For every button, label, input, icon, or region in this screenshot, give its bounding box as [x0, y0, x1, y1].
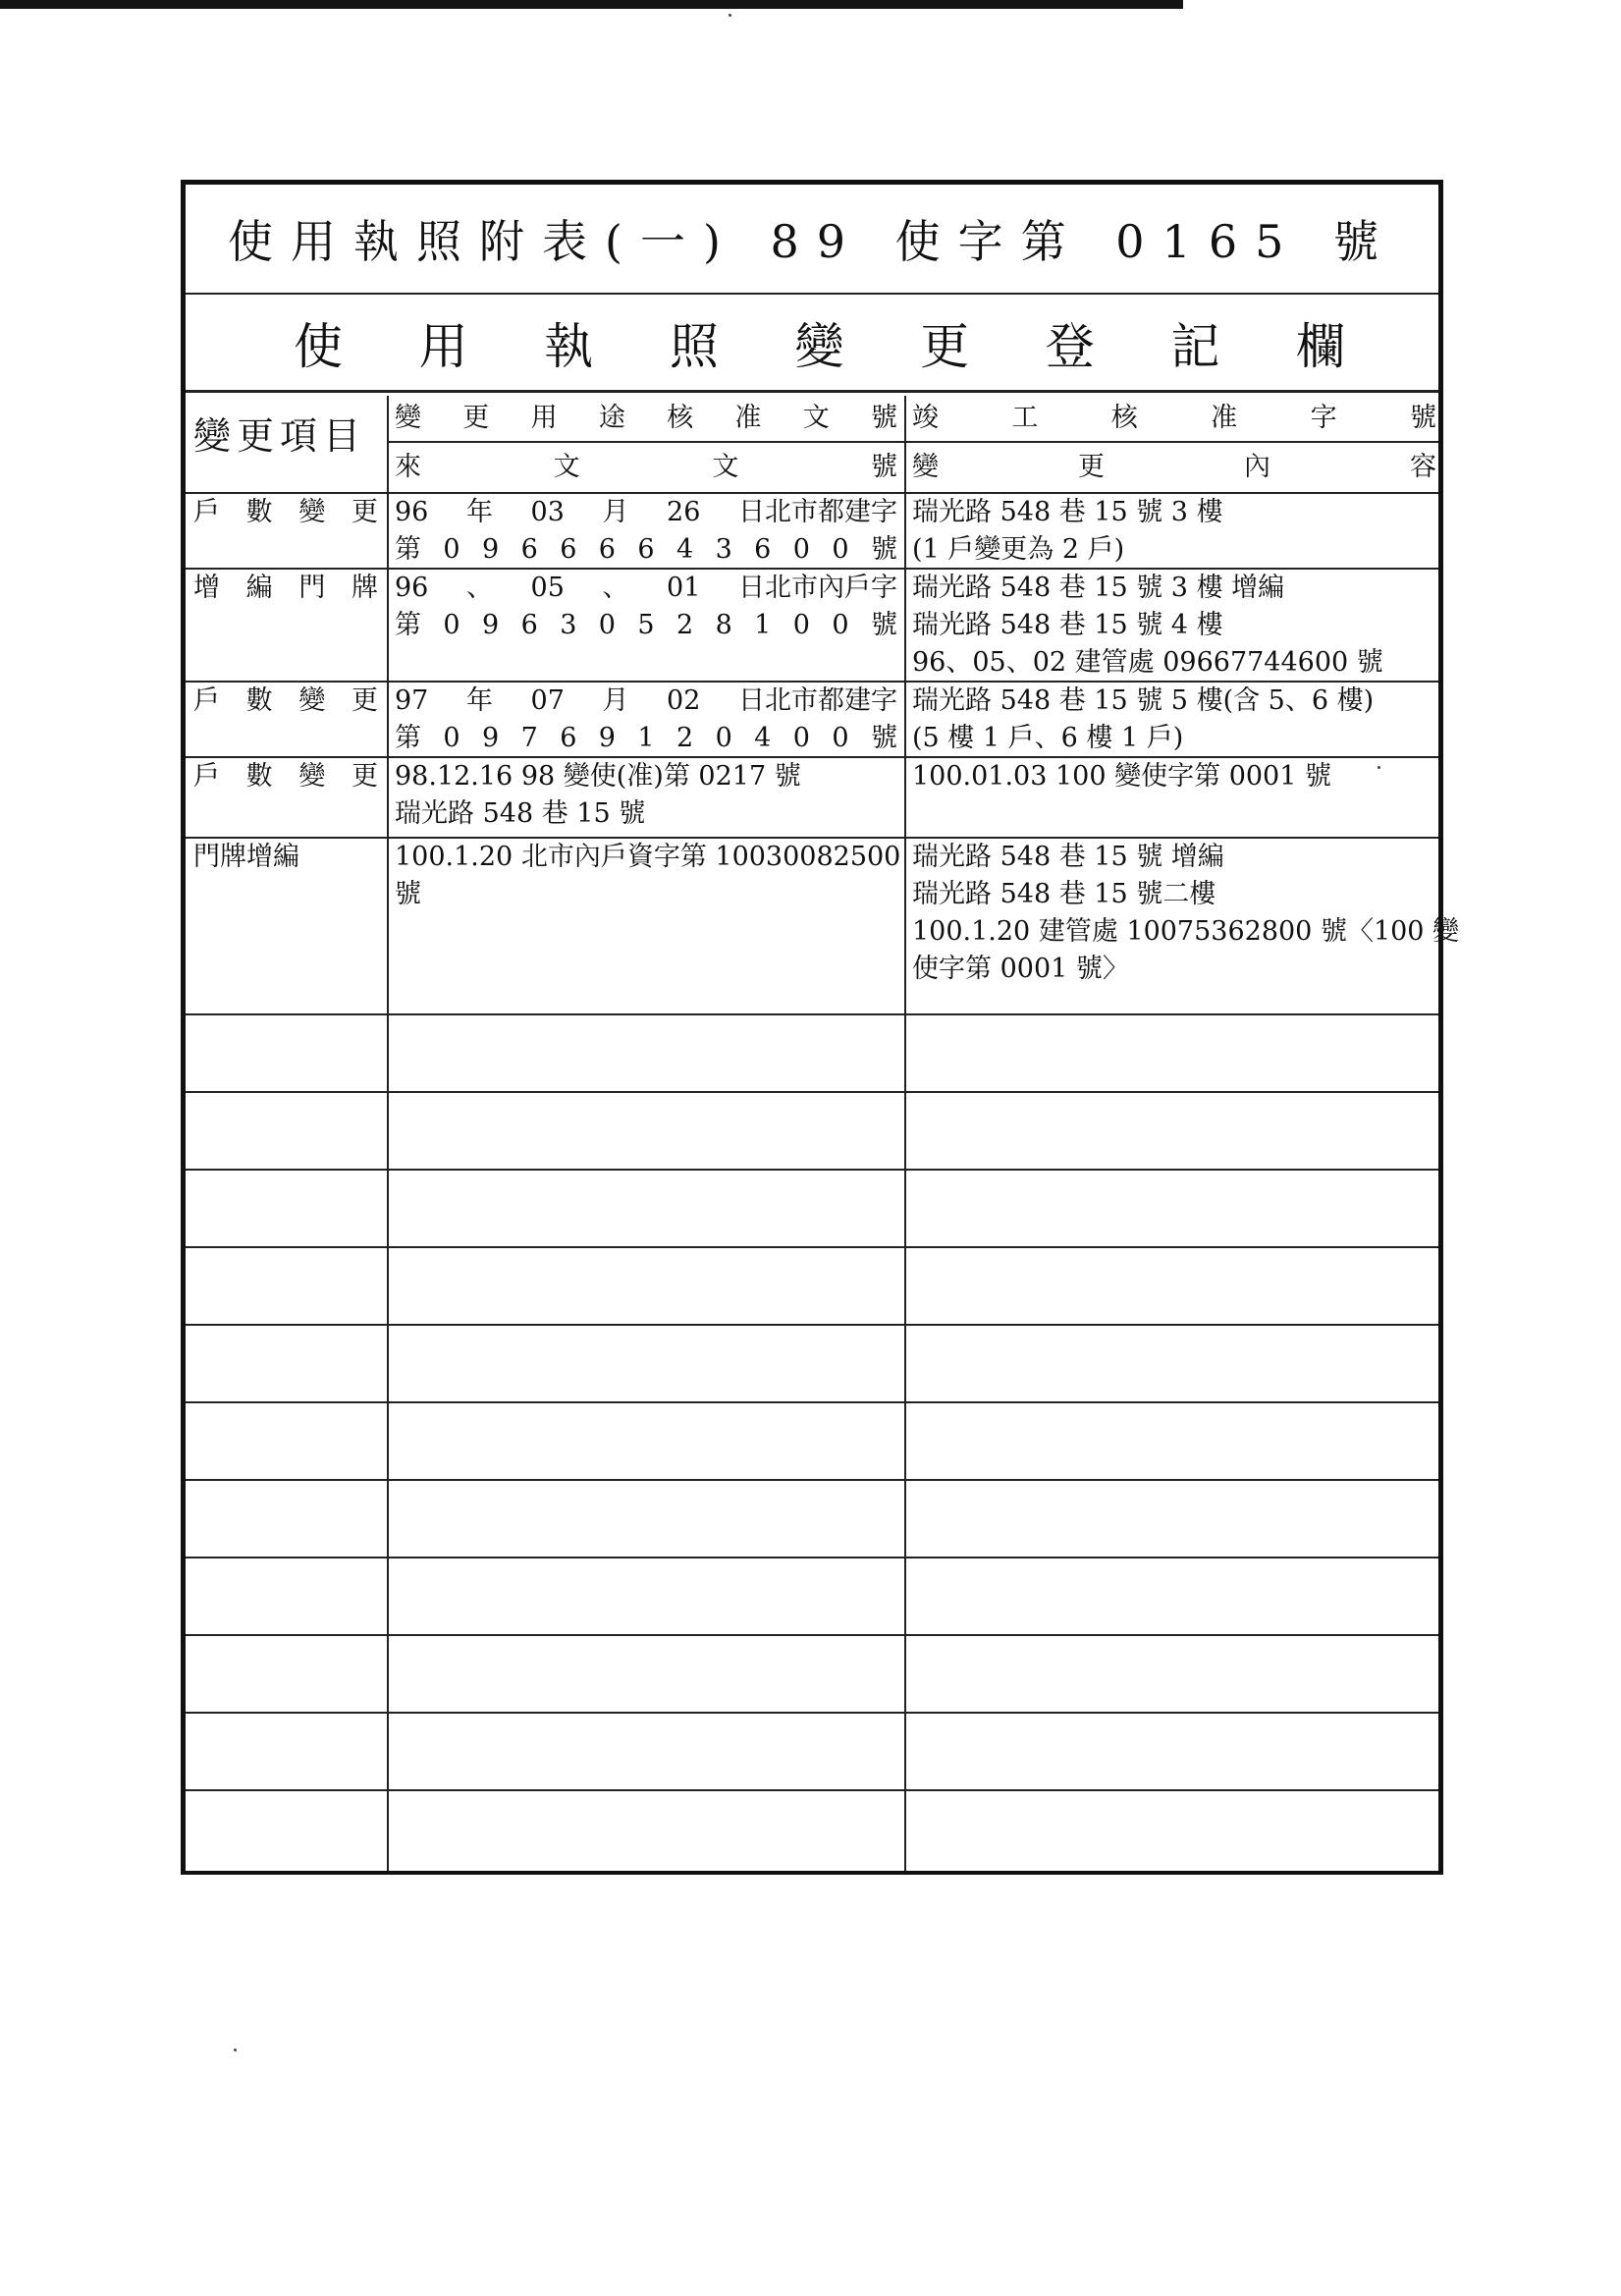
change-register-grid — [186, 396, 1460, 1871]
item-char: 數 — [245, 761, 273, 792]
content-line: 瑞光路 548 巷 15 號二樓 — [912, 879, 1216, 909]
header-divider — [389, 441, 1438, 443]
row-divider — [186, 1246, 1438, 1248]
doc-token: 9 — [598, 723, 616, 753]
row-divider — [186, 1091, 1438, 1093]
doc-token: 月 — [602, 497, 629, 527]
doc-token: 03 — [530, 497, 565, 527]
header-char: 變 — [395, 403, 421, 433]
header-char: 來 — [395, 452, 421, 482]
item-char: 牌 — [351, 573, 378, 603]
row-content — [912, 570, 1383, 682]
header-char: 核 — [1110, 403, 1138, 433]
header-char: 更 — [1078, 452, 1105, 482]
header-char: 核 — [667, 403, 694, 433]
doc-token: 6 — [598, 534, 616, 565]
content-line: (1 戶變更為 2 戶) — [912, 534, 1125, 565]
doc-token: 月 — [602, 685, 629, 716]
item-char: 變 — [298, 685, 326, 716]
doc-line: 100.1.20 北市內戶資字第 10030082500 — [395, 842, 901, 872]
row-doc-line — [395, 494, 897, 531]
row-item — [193, 683, 378, 720]
header-char: 內 — [1244, 452, 1270, 482]
doc-token: 日北市都建字 — [737, 497, 897, 527]
row-item — [193, 494, 378, 531]
section-title-char: 使 — [294, 317, 343, 375]
column-header-change-content — [912, 449, 1436, 486]
content-line: (5 樓 1 戶、6 樓 1 戶) — [912, 723, 1184, 753]
section-title-char: 照 — [669, 317, 719, 375]
doc-token: 號 — [870, 723, 897, 753]
header-char: 用 — [530, 403, 558, 433]
doc-token: 05 — [530, 573, 565, 603]
doc-token: 第 — [395, 610, 421, 640]
doc-token: 2 — [675, 723, 694, 753]
doc-token: 8 — [715, 610, 732, 640]
doc-token: 0 — [832, 534, 849, 565]
row-divider — [186, 1013, 1438, 1015]
doc-token: 9 — [482, 610, 500, 640]
header-char: 號 — [870, 403, 897, 433]
header-char: 准 — [1211, 403, 1238, 433]
row-divider — [186, 1712, 1438, 1714]
content-line: 瑞光路 548 巷 15 號 5 樓(含 5、6 樓) — [912, 685, 1375, 716]
doc-token: 0 — [792, 610, 810, 640]
content-line: 瑞光路 548 巷 15 號 3 樓 增編 — [912, 573, 1285, 603]
doc-token: 年 — [465, 685, 493, 716]
header-char: 工 — [1011, 403, 1039, 433]
section-title-char: 變 — [794, 317, 844, 375]
row-doc-line — [395, 607, 897, 644]
doc-token: 0 — [715, 723, 732, 753]
header-char: 字 — [1310, 403, 1337, 433]
scan-speck — [729, 14, 731, 17]
row-divider — [186, 1324, 1438, 1326]
item-char: 戶 — [193, 497, 220, 527]
header-char: 變 — [912, 452, 939, 482]
row-item: 門牌增編 — [193, 842, 299, 872]
content-line: 使字第 0001 號〉 — [912, 954, 1129, 984]
doc-token: 02 — [667, 685, 701, 716]
section-title-char: 登 — [1045, 317, 1095, 375]
doc-token: 、 — [465, 573, 493, 603]
item-char: 增 — [193, 573, 220, 603]
doc-token: 9 — [482, 723, 500, 753]
doc-token: 7 — [520, 723, 538, 753]
row-doc-line — [395, 720, 897, 757]
row-content — [912, 683, 1374, 757]
doc-token: 號 — [870, 610, 897, 640]
doc-line: 號 — [395, 879, 421, 909]
doc-token: 0 — [832, 610, 849, 640]
header-char: 更 — [462, 403, 490, 433]
doc-token: 0 — [443, 610, 460, 640]
doc-token: 0 — [598, 610, 616, 640]
row-item — [193, 570, 378, 607]
row-doc — [395, 839, 900, 913]
row-content — [912, 758, 1331, 795]
section-title-char: 用 — [418, 317, 468, 375]
header-char: 容 — [1410, 452, 1436, 482]
item-char: 門 — [298, 573, 326, 603]
header-char: 文 — [802, 403, 830, 433]
row-divider — [186, 1634, 1438, 1636]
column-header-incoming-doc — [395, 449, 897, 486]
column-header-item: 變更項目 — [193, 414, 367, 458]
doc-token: 6 — [520, 610, 538, 640]
row-divider — [186, 1557, 1438, 1558]
content-line: 瑞光路 548 巷 15 號 4 樓 — [912, 610, 1223, 640]
doc-token: 號 — [870, 534, 897, 565]
item-char: 戶 — [193, 685, 220, 716]
item-char: 更 — [351, 685, 378, 716]
header-char: 文 — [553, 452, 580, 482]
row-doc — [395, 758, 801, 833]
header-char: 號 — [870, 452, 897, 482]
item-char: 變 — [298, 497, 326, 527]
item-char: 編 — [245, 573, 273, 603]
column-header-approval-doc — [395, 400, 897, 437]
header-char: 准 — [734, 403, 762, 433]
header-char: 號 — [1409, 403, 1436, 433]
doc-token: 日北市都建字 — [737, 685, 897, 716]
section-title-char: 記 — [1170, 317, 1220, 375]
row-content — [912, 494, 1223, 569]
doc-token: 1 — [637, 723, 655, 753]
column-divider — [904, 396, 906, 1871]
item-char: 數 — [245, 497, 273, 527]
doc-token: 6 — [637, 534, 655, 565]
row-divider — [186, 1169, 1438, 1171]
row-divider — [186, 1401, 1438, 1403]
doc-token: 4 — [754, 723, 772, 753]
doc-line: 98.12.16 98 變使(准)第 0217 號 — [395, 761, 801, 792]
doc-token: 96 — [395, 497, 429, 527]
row-content — [912, 839, 1459, 988]
doc-line: 瑞光路 548 巷 15 號 — [395, 798, 646, 829]
doc-token: 年 — [465, 497, 493, 527]
doc-token: 0 — [443, 534, 460, 565]
doc-token: 9 — [482, 534, 500, 565]
item-char: 更 — [351, 497, 378, 527]
content-line: 100.1.20 建管處 10075362800 號〈100 變 — [912, 916, 1460, 947]
doc-token: 0 — [792, 723, 810, 753]
row-divider — [186, 1479, 1438, 1481]
scan-top-edge — [0, 0, 1183, 9]
content-line: 瑞光路 548 巷 15 號 增編 — [912, 842, 1224, 872]
row-doc-line — [395, 683, 897, 720]
license-table — [181, 180, 1460, 1875]
column-header-completion-no — [912, 400, 1436, 437]
doc-token: 97 — [395, 685, 429, 716]
page-title: 使用執照附表(一) 89 使字第 0165 號 — [186, 185, 1438, 295]
section-title-char: 更 — [920, 317, 970, 375]
doc-token: 日北市內戶字 — [737, 573, 897, 603]
doc-token: 3 — [560, 610, 577, 640]
doc-token: 第 — [395, 534, 421, 565]
doc-token: 6 — [560, 534, 577, 565]
row-doc-line — [395, 570, 897, 607]
doc-token: 第 — [395, 723, 421, 753]
item-char: 變 — [298, 761, 326, 792]
doc-token: 6 — [520, 534, 538, 565]
doc-token: 5 — [637, 610, 655, 640]
doc-token: 1 — [754, 610, 772, 640]
content-line: 100.01.03 100 變使字第 0001 號 — [912, 761, 1331, 792]
doc-token: 0 — [832, 723, 849, 753]
doc-token: 4 — [675, 534, 694, 565]
section-title-char: 欄 — [1296, 317, 1345, 375]
content-line: 96、05、02 建管處 09667744600 號 — [912, 647, 1383, 678]
scan-speck — [234, 2049, 237, 2051]
item-char: 戶 — [193, 761, 220, 792]
row-doc-line — [395, 531, 897, 569]
doc-token: 96 — [395, 573, 429, 603]
doc-token: 0 — [443, 723, 460, 753]
row-divider — [186, 1789, 1438, 1791]
doc-token: 6 — [754, 534, 772, 565]
item-char: 更 — [351, 761, 378, 792]
header-char: 文 — [712, 452, 739, 482]
doc-token: 2 — [675, 610, 694, 640]
doc-token: 0 — [792, 534, 810, 565]
row-item — [193, 758, 378, 795]
header-char: 竣 — [912, 403, 939, 433]
item-char: 數 — [245, 685, 273, 716]
doc-token: 3 — [715, 534, 732, 565]
doc-token: 6 — [560, 723, 577, 753]
doc-token: 07 — [530, 685, 565, 716]
section-title-char: 執 — [544, 317, 594, 375]
column-divider — [387, 396, 389, 1871]
doc-token: 01 — [667, 573, 701, 603]
content-line: 瑞光路 548 巷 15 號 3 樓 — [912, 497, 1223, 527]
doc-token: 26 — [667, 497, 701, 527]
section-title — [186, 295, 1438, 393]
doc-token: 、 — [602, 573, 629, 603]
header-char: 途 — [598, 403, 625, 433]
